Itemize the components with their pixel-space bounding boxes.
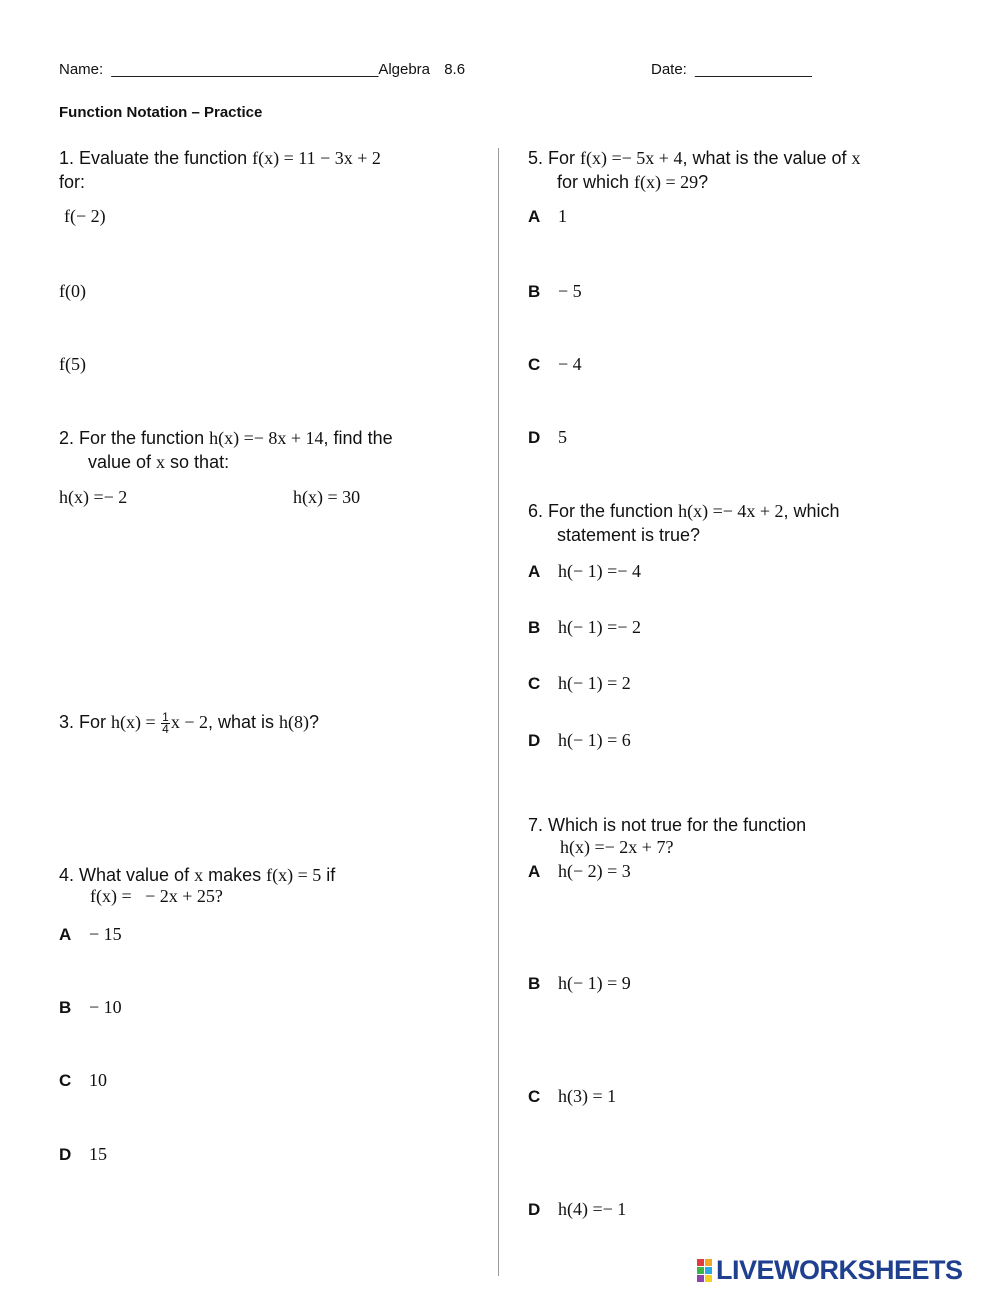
question-1: [59, 146, 381, 170]
question-3-math2: h(8): [279, 712, 310, 732]
question-5-cont-pre: for which: [557, 172, 635, 192]
option-value: h(− 1) =− 4: [558, 561, 641, 581]
question-2-cont-post: so that:: [165, 452, 230, 472]
question-1-cont: for:: [59, 172, 86, 192]
question-3-after: , what is: [208, 712, 280, 732]
q1-item-3: f(5): [59, 354, 86, 374]
option-value: − 5: [558, 281, 582, 301]
question-5-after: , what is the value of: [682, 148, 852, 168]
option-label: B: [528, 974, 541, 993]
question-3-text: 3. For: [59, 712, 112, 732]
question-3-math-post: x − 2: [170, 712, 208, 732]
question-1-text: 1. Evaluate the function: [59, 148, 253, 168]
question-5-text: 5. For: [528, 148, 581, 168]
option-value: − 10: [89, 997, 122, 1017]
question-2-after: , find the: [323, 428, 393, 448]
q2-item-2: h(x) = 30: [293, 487, 361, 507]
q6-option-a[interactable]: [528, 561, 641, 582]
option-label: A: [59, 925, 72, 944]
option-label: C: [528, 355, 541, 374]
q7-option-b[interactable]: [528, 973, 631, 994]
option-value: h(− 2) = 3: [558, 861, 631, 881]
question-5-cont-math: f(x) = 29: [634, 172, 699, 192]
q6-option-d[interactable]: [528, 730, 631, 751]
date-field[interactable]: [651, 61, 812, 78]
question-5-cont-post: ?: [698, 172, 709, 192]
option-label: C: [528, 674, 541, 693]
section-number: 8.6: [444, 61, 466, 78]
fraction-denominator: 4: [162, 721, 169, 736]
question-2: [59, 426, 393, 450]
logo-icon: [697, 1259, 712, 1282]
option-value: h(− 1) =− 2: [558, 617, 641, 637]
q5-option-b[interactable]: [528, 281, 582, 302]
question-3-math-pre: h(x) =: [111, 712, 161, 732]
option-value: − 4: [558, 354, 582, 374]
q7-option-a[interactable]: [528, 861, 631, 882]
question-2-text: 2. For the function: [59, 428, 210, 448]
q7-option-c[interactable]: [528, 1086, 616, 1107]
name-label: Name:: [59, 61, 104, 78]
option-label: B: [528, 618, 541, 637]
name-field[interactable]: [59, 61, 465, 78]
column-divider: [498, 148, 499, 1276]
option-label: C: [59, 1071, 72, 1090]
question-4-math2: f(x) = 5: [266, 865, 322, 885]
question-6-math: h(x) =− 4x + 2: [678, 501, 784, 521]
q5-option-c[interactable]: [528, 354, 582, 375]
option-value: − 15: [89, 924, 122, 944]
option-value: h(4) =− 1: [558, 1199, 627, 1219]
option-label: C: [528, 1087, 541, 1106]
q2-item-1: h(x) =− 2: [59, 487, 128, 507]
q4-option-a[interactable]: [59, 924, 122, 945]
question-3-end: ?: [309, 712, 320, 732]
question-4-text: 4. What value of: [59, 865, 195, 885]
q6-option-c[interactable]: [528, 673, 631, 694]
question-4-math: x: [194, 865, 204, 885]
option-value: h(− 1) = 9: [558, 973, 631, 993]
question-2-cont-pre: value of: [88, 452, 157, 472]
option-value: h(− 1) = 2: [558, 673, 631, 693]
question-2-cont: [88, 450, 229, 474]
name-line[interactable]: ________________________________: [111, 61, 379, 78]
q7-option-d[interactable]: [528, 1199, 626, 1220]
option-value: h(3) = 1: [558, 1086, 617, 1106]
question-5-cont: [557, 170, 708, 194]
q4-option-c[interactable]: [59, 1070, 107, 1091]
option-value: 1: [558, 206, 567, 226]
question-3: [59, 710, 319, 735]
course-label: Algebra: [378, 61, 431, 78]
option-value: h(− 1) = 6: [558, 730, 631, 750]
option-value: 15: [89, 1144, 107, 1164]
question-7-math: h(x) =− 2x + 7?: [560, 837, 674, 857]
date-label: Date:: [651, 61, 687, 78]
question-6-cont: statement is true?: [557, 525, 701, 545]
question-4: [59, 863, 335, 887]
q1-item-1: f(− 2): [64, 206, 106, 226]
worksheet-title: Function Notation – Practice: [59, 104, 263, 121]
option-label: D: [528, 731, 541, 750]
q6-option-b[interactable]: [528, 617, 641, 638]
date-line[interactable]: ______________: [695, 61, 812, 78]
brand-name: LIVEWORKSHEETS: [716, 1254, 963, 1285]
liveworksheets-logo[interactable]: [697, 1254, 963, 1286]
fraction: [161, 709, 170, 736]
option-label: D: [528, 428, 541, 447]
question-6-text: 6. For the function: [528, 501, 679, 521]
question-4-line2: f(x) = − 2x + 25?: [90, 886, 223, 906]
q5-option-a[interactable]: [528, 206, 567, 227]
option-value: 10: [89, 1070, 107, 1090]
question-5-math2: x: [851, 148, 861, 168]
question-4-mid: makes: [203, 865, 267, 885]
question-7: 7. Which is not true for the function: [528, 815, 807, 835]
option-label: B: [528, 282, 541, 301]
question-2-cont-math: x: [156, 452, 166, 472]
question-6: [528, 499, 840, 523]
fraction-numerator: 1: [162, 709, 169, 724]
option-label: B: [59, 998, 72, 1017]
question-1-math: f(x) = 11 − 3x + 2: [252, 148, 381, 168]
option-label: A: [528, 562, 541, 581]
question-5-math: f(x) =− 5x + 4: [580, 148, 683, 168]
question-5: [528, 146, 861, 170]
option-label: D: [528, 1200, 541, 1219]
option-label: D: [59, 1145, 72, 1164]
option-label: A: [528, 862, 541, 881]
q4-option-b[interactable]: [59, 997, 122, 1018]
q1-item-2: f(0): [59, 281, 86, 301]
option-value: 5: [558, 427, 567, 447]
option-label: A: [528, 207, 541, 226]
question-4-after: if: [321, 865, 336, 885]
q4-option-d[interactable]: [59, 1144, 107, 1165]
q5-option-d[interactable]: [528, 427, 567, 448]
question-6-after: , which: [783, 501, 840, 521]
question-2-math: h(x) =− 8x + 14: [209, 428, 324, 448]
